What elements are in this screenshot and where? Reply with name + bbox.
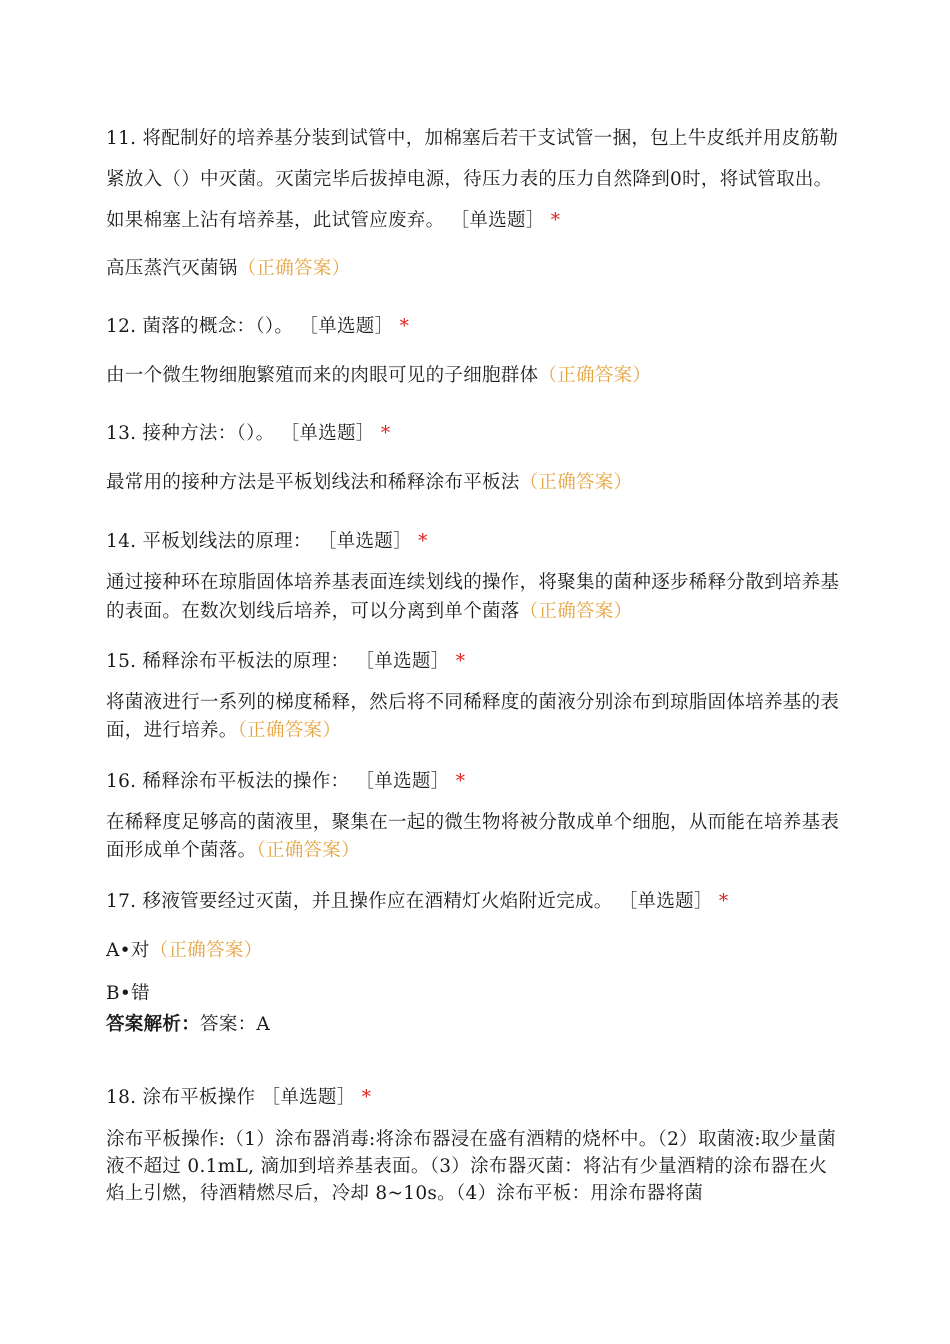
required-star: * [399,316,410,337]
option-a-text: A•对 [106,940,150,961]
question-number: 12. [106,316,137,337]
analysis-text: 答案：A [200,1014,271,1035]
question-15 [106,647,846,677]
question-text: 菌落的概念：（）。 [142,316,294,337]
question-number: 13. [106,423,137,444]
question-13 [106,419,846,449]
question-type: ［单选题］ [450,210,545,231]
option-b-text: B•错 [106,983,150,1004]
question-type: ［单选题］ [317,531,412,552]
correct-answer-tag: （正确答案） [538,365,652,386]
question-number: 18. [106,1087,137,1108]
question-text: 移液管要经过灭菌，并且操作应在酒精灯火焰附近完成。 [142,891,613,912]
question-type: ［单选题］ [355,771,450,792]
required-star: * [380,423,391,444]
answer-analysis [106,1010,846,1040]
answer-text: 由一个微生物细胞繁殖而来的肉眼可见的子细胞群体 [106,365,539,386]
answer-14 [106,568,846,626]
required-star: * [361,1087,372,1108]
question-type: ［单选题］ [618,891,713,912]
question-text: 将配制好的培养基分装到试管中，加棉塞后若干支试管一捆，包上牛皮纸并用皮筋勒紧放入（）中灭菌。灭菌完毕后拔掉电源，待压力表的压力自然降到0时，将试管取出。如果棉塞上沾有培养基，此试管应废弃。 [106,128,839,231]
answer-text: 涂布平板操作:（1）涂布器消毒:将涂布器浸在盛有酒精的烧杯中。（2）取菌液:取少量菌液不超过 0.1mL, 滴加到培养基表面。（3）涂布器灭菌：将沾有少量酒精的涂布器在火焰上引燃，待酒精燃尽后，冷却 8~10s。（4）涂布平板：用涂布器将菌 [106,1129,837,1204]
required-star: * [455,651,466,672]
correct-answer-tag: （正确答案） [237,258,351,279]
analysis-label: 答案解析： [106,1014,201,1035]
option-a [106,936,846,966]
correct-answer-tag: （正确答案） [256,840,360,861]
required-star: * [550,210,561,231]
correct-answer-tag: （正确答案） [519,472,633,493]
question-text: 接种方法：（）。 [142,423,275,444]
answer-11 [106,254,846,284]
answer-text: 在稀释度足够高的菌液里，聚集在一起的微生物将被分散成单个细胞，从而能在培养基表面形成单个菌落。 [106,812,840,861]
question-type: ［单选题］ [355,651,450,672]
question-number: 17. [106,891,137,912]
question-type: ［单选题］ [261,1087,356,1108]
question-12 [106,312,846,342]
correct-answer-tag: （正确答案） [237,720,342,741]
question-text: 涂布平板操作 [142,1087,256,1108]
question-number: 16. [106,771,137,792]
question-text: 稀释涂布平板法的操作： [142,771,350,792]
question-text: 稀释涂布平板法的原理： [142,651,350,672]
correct-answer-tag: （正确答案） [149,940,263,961]
required-star: * [455,771,466,792]
answer-text: 最常用的接种方法是平板划线法和稀释涂布平板法 [106,472,520,493]
question-17 [106,887,846,917]
required-star: * [418,531,428,552]
answer-text: 通过接种环在琼脂固体培养基表面连续划线的操作，将聚集的菌种逐步稀释分散到培养基的表面。在数次划线后培养，可以分离到单个菌落 [106,572,840,622]
question-text: 平板划线法的原理： [142,531,312,552]
required-star: * [718,891,729,912]
option-b [106,979,846,1009]
question-18 [106,1083,846,1113]
answer-13 [106,468,846,498]
answer-text: 高压蒸汽灭菌锅 [106,258,238,279]
answer-12 [106,361,846,391]
question-16 [106,767,846,797]
answer-18 [106,1126,846,1207]
question-number: 11. [106,128,137,149]
answer-16 [106,809,846,865]
question-type: ［单选题］ [299,316,394,337]
answer-text: 将菌液进行一系列的梯度稀释，然后将不同稀释度的菌液分别涂布到琼脂固体培养基的表面，进行培养。 [106,692,840,741]
question-number: 15. [106,651,137,672]
question-number: 14. [106,531,137,552]
answer-15 [106,689,846,745]
correct-answer-tag: （正确答案） [519,601,633,622]
question-11 [106,118,846,241]
question-14 [106,527,846,557]
question-type: ［单选题］ [280,423,375,444]
